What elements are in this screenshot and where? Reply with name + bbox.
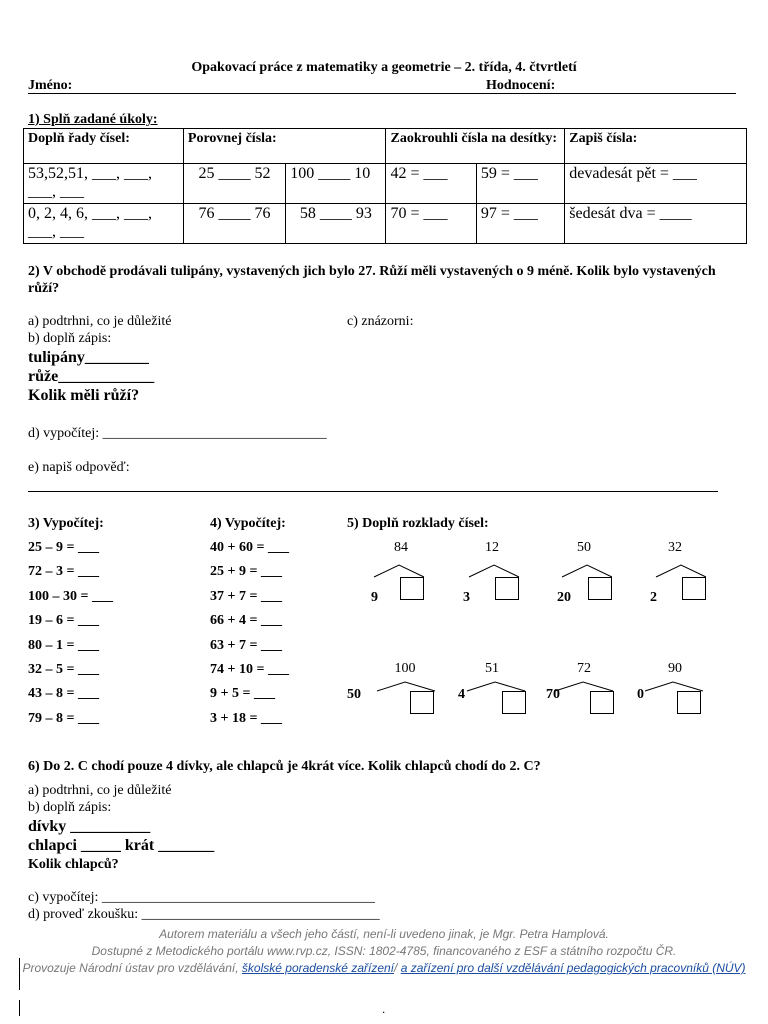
nuv-link[interactable]: a zařízení pro další vzdělávání pedagogických pracovníků (NÚV) xyxy=(400,961,746,975)
task6-question: 6) Do 2. C chodí pouze 4 dívky, ale chlapců je 4krát více. Kolik chlapců chodí do 2. C? xyxy=(28,759,541,774)
calc-item[interactable]: 63 + 7 = ___ xyxy=(210,637,282,653)
task6-b: b) doplň zápis: xyxy=(28,800,112,815)
round-cell[interactable]: 59 = ___ xyxy=(476,164,564,204)
decompose-part: 0 xyxy=(637,687,644,702)
compare-cell[interactable]: 58 ____ 93 xyxy=(286,204,386,244)
task6-girls[interactable]: dívky __________ xyxy=(28,818,151,835)
task6-ask: Kolik chlapců? xyxy=(28,857,119,872)
decompose-part: 4 xyxy=(458,687,465,702)
task2-c: c) znázorni: xyxy=(347,314,414,329)
calc-item[interactable]: 74 + 10 = ___ xyxy=(210,662,289,678)
page-title: Opakovací práce z matematiky a geometrie – 2. třída, 4. čtvrtletí xyxy=(191,60,577,75)
decompose-number: 100 xyxy=(394,661,416,676)
calc-item[interactable]: 72 – 3 = ___ xyxy=(28,564,99,580)
decompose-part: 3 xyxy=(463,590,470,605)
header-series: Doplň řady čísel: xyxy=(24,129,184,164)
calc-item[interactable]: 66 + 4 = ___ xyxy=(210,613,282,629)
task3-heading: 3) Vypočítej: xyxy=(28,516,104,531)
footer-separator: / xyxy=(394,961,398,975)
footer-text: Provozuje Národní ústav pro vzdělávání, xyxy=(22,961,239,975)
decompose-number: 32 xyxy=(668,540,682,555)
task2-a: a) podtrhni, co je důležité xyxy=(28,314,172,329)
header-compare: Porovnej čísla: xyxy=(183,129,386,164)
calc-item[interactable]: 25 – 9 = ___ xyxy=(28,540,99,555)
house-shape xyxy=(465,563,525,603)
calc-item[interactable]: 32 – 5 = ___ xyxy=(28,662,99,678)
task1-table xyxy=(23,128,747,244)
compare-cell[interactable]: 100 ____ 10 xyxy=(286,164,386,204)
calc-item[interactable]: 80 – 1 = ___ xyxy=(28,637,99,653)
task6-d[interactable]: d) proveď zkoušku: __________________________________ xyxy=(28,907,380,922)
compare-cell[interactable]: 25 ____ 52 xyxy=(183,164,285,204)
page-dot: . xyxy=(382,1002,386,1016)
task2-roses[interactable]: růže____________ xyxy=(28,368,155,385)
house-shape xyxy=(465,681,531,717)
calc-item[interactable]: 79 – 8 = ___ xyxy=(28,710,99,726)
task2-e: e) napiš odpověď: xyxy=(28,460,130,475)
margin-bar xyxy=(19,1000,20,1016)
calc-item[interactable]: 25 + 9 = ___ xyxy=(210,564,282,580)
task1-heading: 1) Splň zadané úkoly: xyxy=(28,112,158,127)
task4-heading: 4) Vypočítej: xyxy=(210,516,286,531)
round-cell[interactable]: 42 = ___ xyxy=(386,164,476,204)
task6-boys[interactable]: chlapci _____ krát _______ xyxy=(28,837,215,854)
task2-b: b) doplň zápis: xyxy=(28,331,112,346)
task6-c[interactable]: c) vypočítej: _______________________________________ xyxy=(28,890,375,905)
task2-question: 2) V obchodě prodávali tulipány, vystavených jich bylo 27. Růží měli vystavených o 9 méně. Kolik bylo vystavených růží? xyxy=(28,264,716,296)
task2-d[interactable]: d) vypočítej: ________________________________ xyxy=(28,426,327,441)
round-cell[interactable]: 70 = ___ xyxy=(386,204,476,244)
decompose-number: 72 xyxy=(577,661,591,676)
task3-list xyxy=(28,536,113,731)
write-cell[interactable]: šedesát dva = ____ xyxy=(565,204,747,244)
name-label: Jméno: xyxy=(28,78,73,93)
round-cell[interactable]: 97 = ___ xyxy=(476,204,564,244)
house-shape xyxy=(652,563,712,603)
house-shape xyxy=(643,681,709,717)
task2-ask: Kolik měli růží? xyxy=(28,387,140,404)
decompose-number: 50 xyxy=(577,540,591,555)
header-round: Zaokrouhli čísla na desítky: xyxy=(386,129,565,164)
header-write: Zapiš čísla: xyxy=(565,129,747,164)
task4-list xyxy=(210,536,289,731)
decompose-part: 9 xyxy=(371,590,378,605)
grade-label: Hodnocení: xyxy=(486,78,556,93)
answer-line[interactable] xyxy=(28,491,718,492)
decompose-part: 50 xyxy=(347,687,361,702)
calc-item[interactable]: 37 + 7 = ___ xyxy=(210,588,282,604)
series-cell[interactable]: 53,52,51, ___, ___, ___, ___ xyxy=(24,164,184,204)
house-shape xyxy=(375,681,441,717)
calc-item[interactable]: 19 – 6 = ___ xyxy=(28,613,99,629)
decompose-number: 90 xyxy=(668,661,682,676)
calc-item[interactable]: 100 – 30 = ___ xyxy=(28,588,113,604)
house-shape xyxy=(370,563,430,603)
write-cell[interactable]: devadesát pět = ___ xyxy=(565,164,747,204)
decompose-part: 2 xyxy=(650,590,657,605)
decompose-number: 51 xyxy=(485,661,499,676)
task5-heading: 5) Doplň rozklady čísel: xyxy=(347,516,489,531)
header-underline xyxy=(28,93,736,94)
calc-item[interactable]: 40 + 60 = ___ xyxy=(210,540,289,555)
house-shape xyxy=(558,563,618,603)
decompose-number: 12 xyxy=(485,540,499,555)
margin-bar xyxy=(19,958,20,990)
compare-cell[interactable]: 76 ____ 76 xyxy=(183,204,285,244)
calc-item[interactable]: 43 – 8 = ___ xyxy=(28,686,99,702)
footer-line: Dostupné z Metodického portálu www.rvp.cz, ISSN: 1802-4785, financovaného z ESF a státního rozpočtu ČR. xyxy=(91,944,677,958)
calc-item[interactable]: 9 + 5 = ___ xyxy=(210,686,275,702)
task2-tulips[interactable]: tulipány________ xyxy=(28,349,149,366)
decompose-part: 20 xyxy=(557,590,571,605)
house-shape xyxy=(553,681,619,717)
footer-line xyxy=(0,960,768,977)
decompose-part: 70 xyxy=(546,687,560,702)
calc-item[interactable]: 3 + 18 = ___ xyxy=(210,710,282,726)
task6-a: a) podtrhni, co je důležité xyxy=(28,783,172,798)
school-advisory-link[interactable]: školské poradenské zařízení xyxy=(241,961,395,975)
decompose-number: 84 xyxy=(394,540,408,555)
footer xyxy=(0,926,768,977)
footer-line: Autorem materiálu a všech jeho částí, není-li uvedeno jinak, je Mgr. Petra Hamplová. xyxy=(159,927,609,941)
series-cell[interactable]: 0, 2, 4, 6, ___, ___, ___, ___ xyxy=(24,204,184,244)
